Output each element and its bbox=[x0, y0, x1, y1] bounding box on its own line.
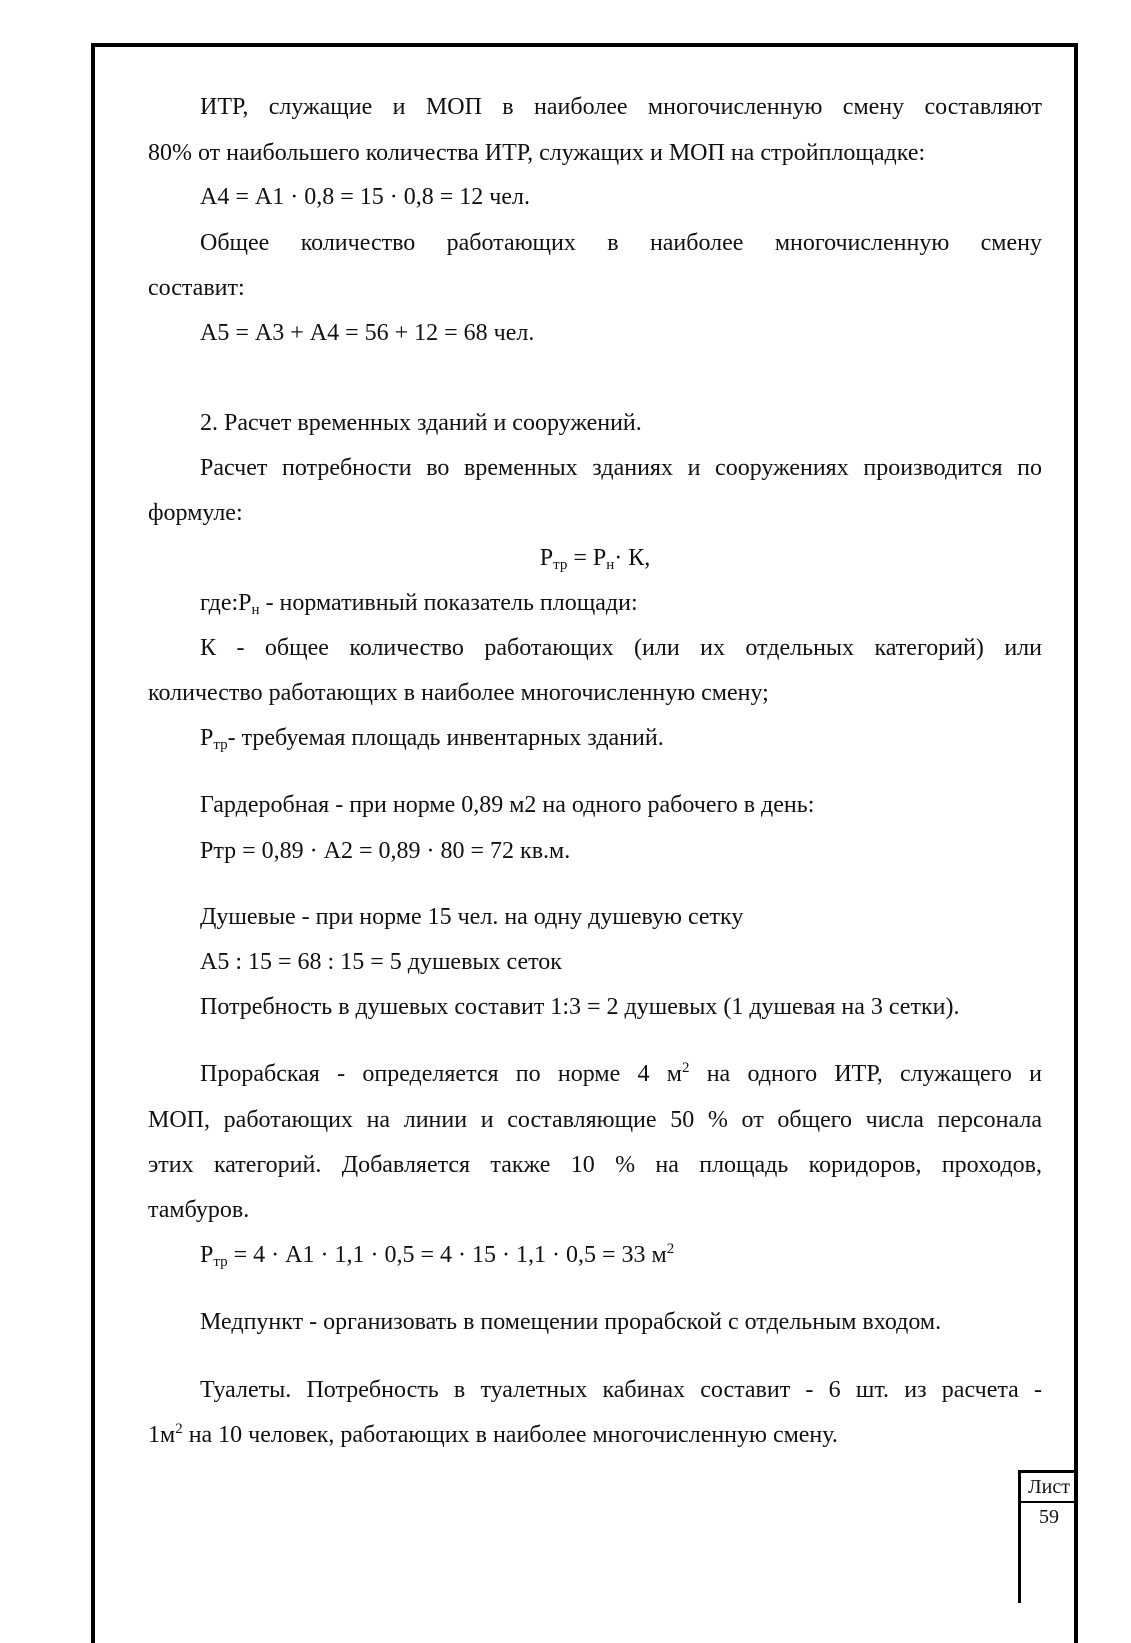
medpoint-text: Медпункт - организовать в помещении прорабской с отдельным входом. bbox=[200, 1309, 942, 1335]
wardrobe-text: Гардеробная - при норме 0,89 м2 на одного рабочего в день: bbox=[200, 792, 815, 818]
section-title: 2. Расчет временных зданий и сооружений. bbox=[200, 410, 642, 436]
formula-line: А4 = А1 · 0,8 = 15 · 0,8 = 12 чел. bbox=[200, 184, 530, 210]
stamp-divider bbox=[1021, 1501, 1077, 1503]
paragraph-line: ИТР, служащие и МОП в наиболее многочисленную смену составляют bbox=[200, 94, 1042, 120]
foreman-text: этих категорий. Добавляется также 10 % на площадь коридоров, проходов, bbox=[148, 1152, 1042, 1178]
foreman-text: МОП, работающих на линии и составляющие 50 % от общего числа персонала bbox=[148, 1107, 1042, 1133]
paragraph-line: Расчет потребности во временных зданиях и сооружениях производится по bbox=[200, 455, 1042, 481]
showers-formula: А5 : 15 = 68 : 15 = 5 душевых сеток bbox=[200, 949, 562, 975]
main-formula: $Р_{тр} = Р_н\cdot К$, bbox=[539, 545, 651, 573]
paragraph-line: Общее количество работающих в наиболее многочисленную смену bbox=[200, 230, 1042, 256]
formula-line: А5 = А3 + А4 = 56 + 12 = 68 чел. bbox=[200, 320, 535, 346]
paragraph-line: 80% от наибольшего количества ИТР, служащих и МОП на стройплощадке: bbox=[148, 140, 926, 166]
definition-line: $где:Р_н$ - нормативный показатель площади: bbox=[200, 590, 638, 618]
toilets-text: $1м^2$ на 10 человек, работающих в наиболее многочисленную смену. bbox=[148, 1421, 838, 1448]
sheet-number: 59 bbox=[1039, 1506, 1059, 1528]
definition-line: К - общее количество работающих (или их отдельных категорий) или bbox=[200, 635, 1042, 661]
definition-line: $Р_{тр}-$ требуемая площадь инвентарных зданий. bbox=[200, 725, 664, 753]
foreman-formula: $Р_{тр} = 4 \cdot А1 \cdot 1,1 \cdot 0,5 = 4 \cdot 15 \cdot 1,1 \cdot 0,5 = 33$ $м^2$ bbox=[200, 1241, 675, 1270]
showers-result: Потребность в душевых составит 1:3 = 2 душевых (1 душевая на 3 сетки). bbox=[200, 994, 960, 1020]
paragraph-line: составит: bbox=[148, 275, 245, 301]
showers-text: Душевые - при норме 15 чел. на одну душевую сетку bbox=[200, 904, 744, 930]
paragraph-line: формуле: bbox=[148, 500, 243, 526]
definition-line: количество работающих в наиболее многочисленную смену; bbox=[148, 680, 769, 706]
foreman-text: тамбуров. bbox=[148, 1197, 250, 1223]
toilets-text: Туалеты. Потребность в туалетных кабинах составит - 6 шт. из расчета - bbox=[200, 1377, 1042, 1403]
sheet-number-stamp bbox=[1018, 1470, 1077, 1603]
foreman-text: Прорабская - определяется по норме 4 $м^2$ на одного ИТР, служащего и bbox=[200, 1060, 1042, 1087]
sheet-label: Лист bbox=[1028, 1476, 1070, 1498]
wardrobe-formula: Ртр = 0,89 · А2 = 0,89 · 80 = 72 кв.м. bbox=[200, 838, 571, 864]
